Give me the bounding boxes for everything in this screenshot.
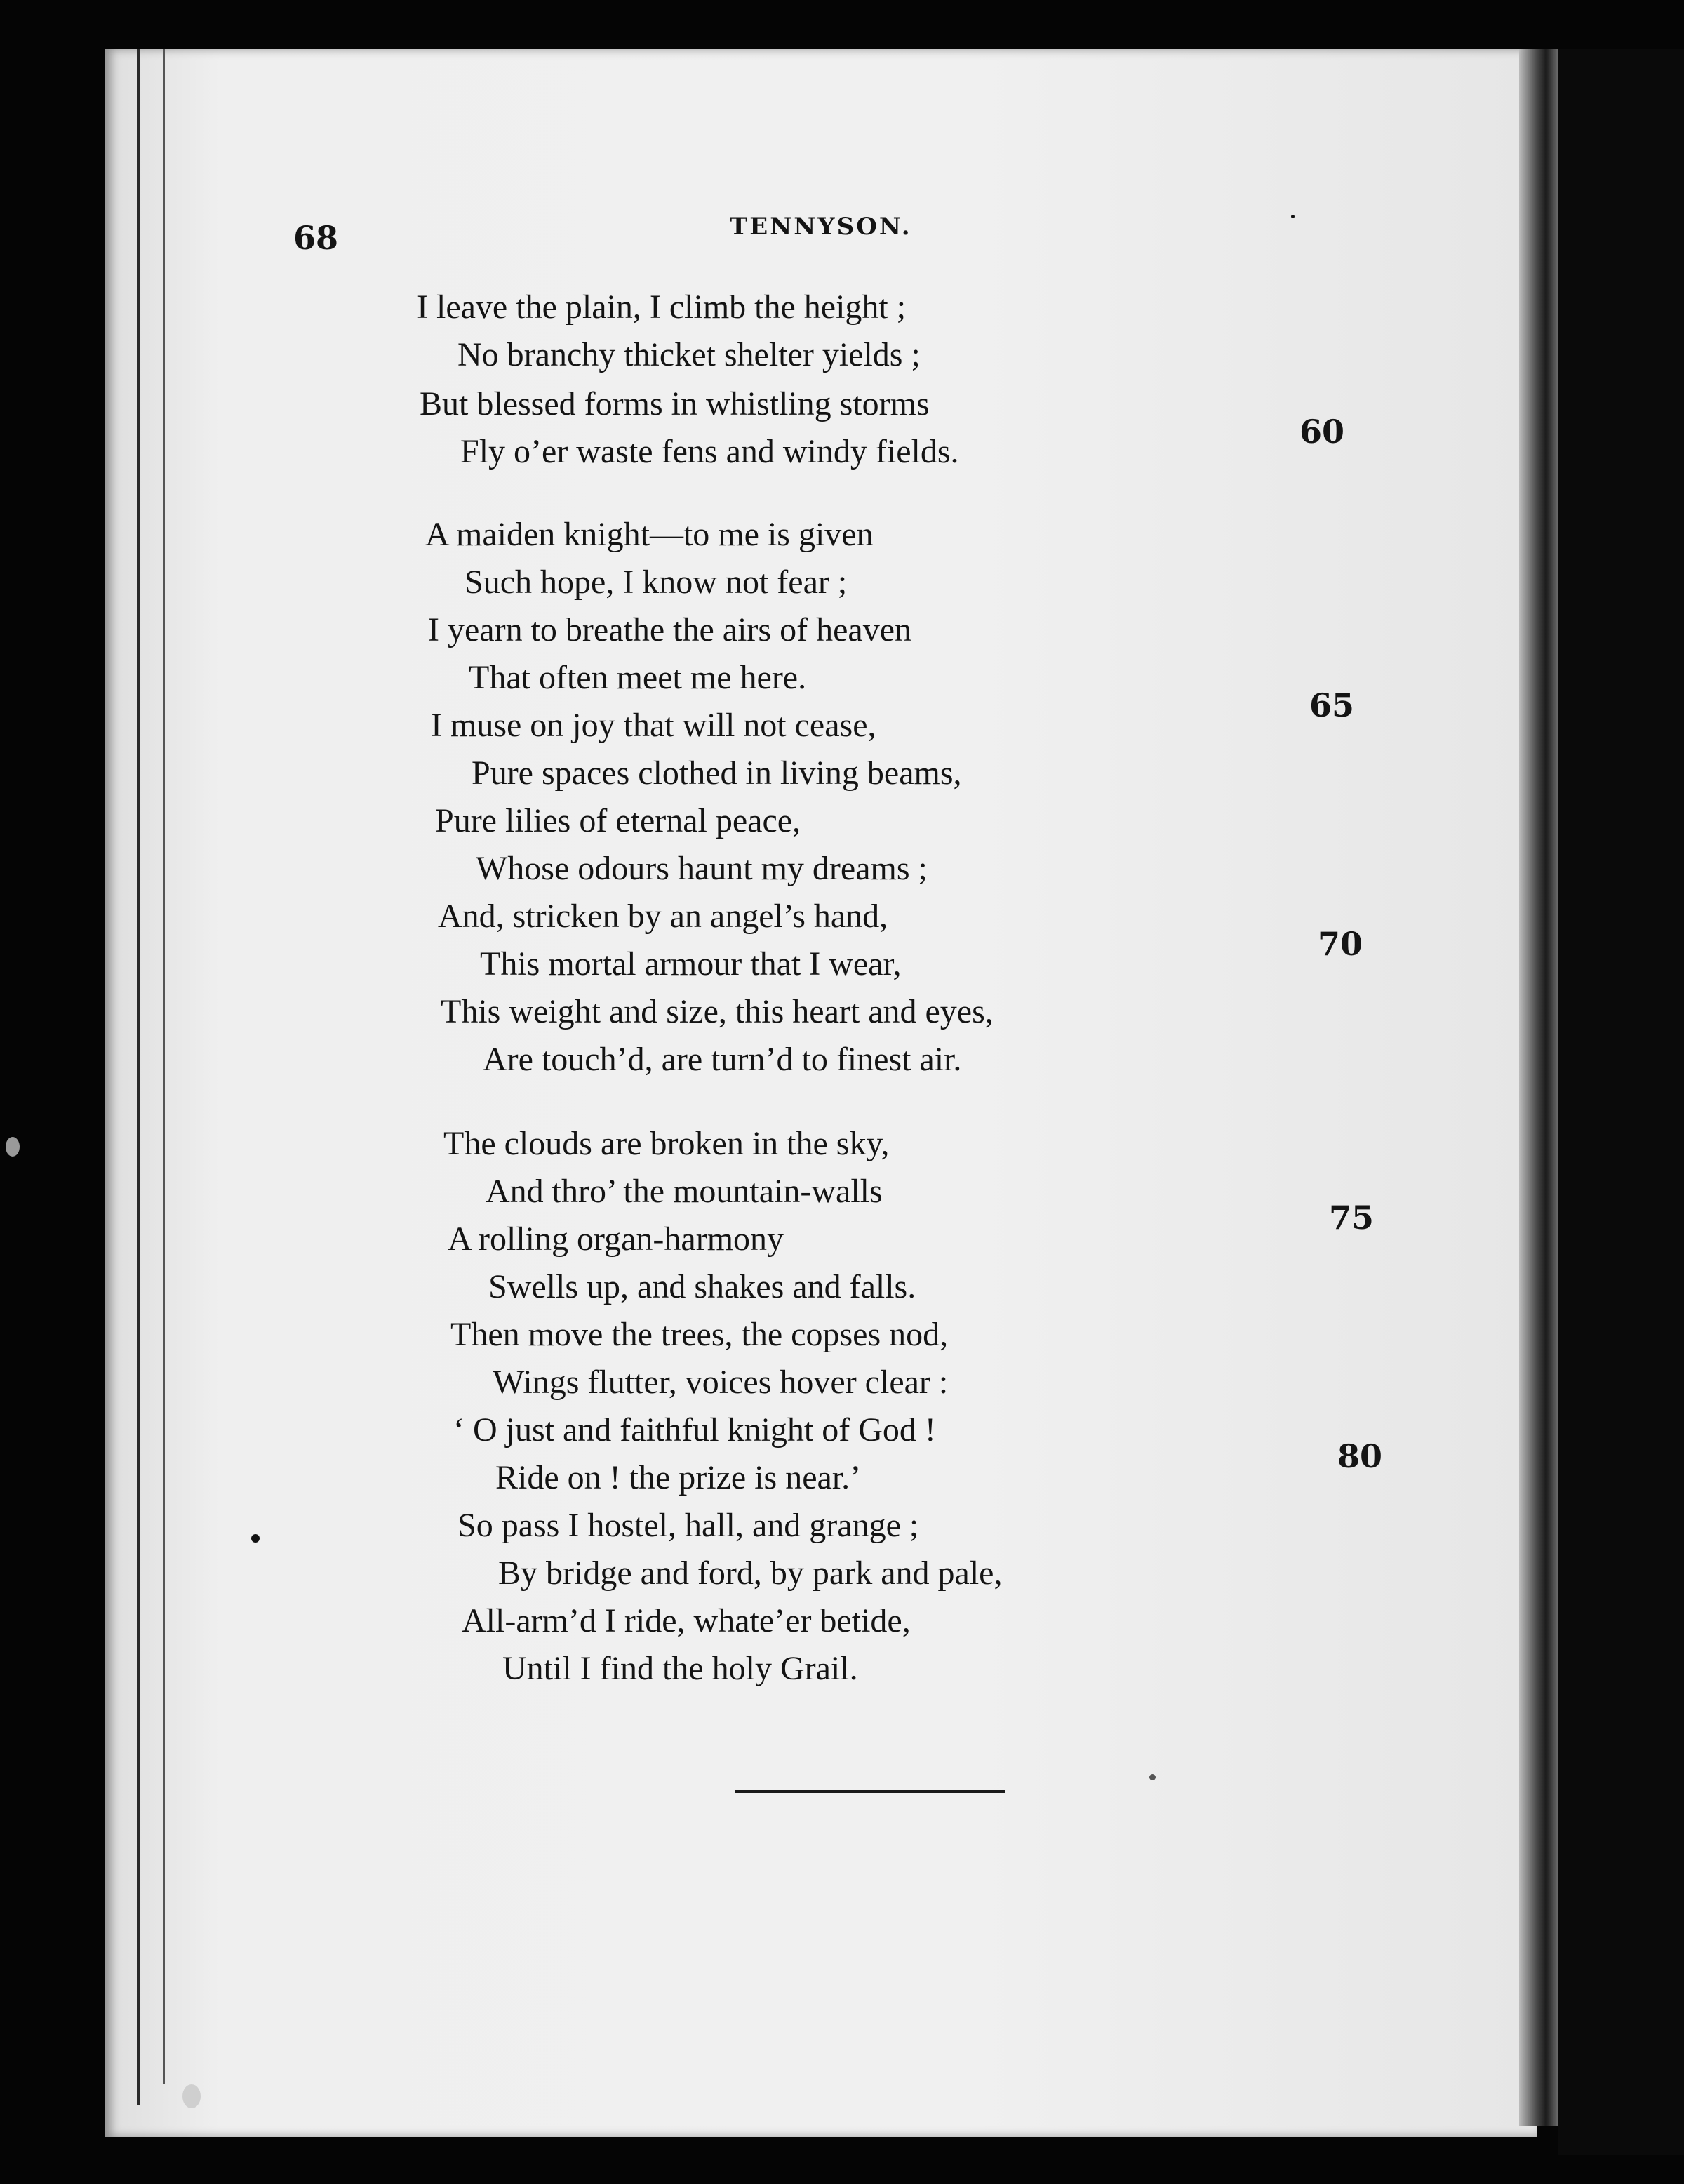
closing-rule <box>735 1790 1005 1793</box>
line-number: 65 <box>1309 686 1355 724</box>
verse-line: Fly o’er waste fens and windy fields. <box>460 433 959 470</box>
verse-line: But blessed forms in whistling storms <box>420 385 930 422</box>
verse-line: And, stricken by an angel’s hand, <box>438 898 888 935</box>
verse-line: Pure spaces clothed in living beams, <box>472 754 962 792</box>
verse-line: That often meet me here. <box>469 659 807 696</box>
verse-line: Pure lilies of eternal peace, <box>435 802 801 839</box>
scan-speck <box>251 1534 260 1543</box>
line-number: 80 <box>1337 1437 1383 1475</box>
verse-line: Whose odours haunt my dreams ; <box>476 850 928 887</box>
verse-line: And thro’ the mountain-walls <box>486 1173 883 1210</box>
scan-speck <box>1291 215 1295 218</box>
gutter-line <box>137 49 140 2105</box>
line-number: 75 <box>1329 1199 1375 1237</box>
verse-line: ‘ O just and faithful knight of God ! <box>453 1411 936 1449</box>
verse-line: All-arm’d I ride, whate’er betide, <box>462 1602 911 1639</box>
verse-line: I leave the plain, I climb the height ; <box>417 288 907 326</box>
verse-line: Ride on ! the prize is near.’ <box>495 1459 862 1496</box>
scan-speck <box>1149 1774 1156 1780</box>
facing-page-edge <box>1558 49 1684 2155</box>
verse-line: I muse on joy that will not cease, <box>431 707 876 744</box>
verse-line: By bridge and ford, by park and pale, <box>498 1554 1003 1592</box>
running-head: TENNYSON. <box>730 213 912 241</box>
verse-line: Wings flutter, voices hover clear : <box>493 1364 949 1401</box>
verse-line: No branchy thicket shelter yields ; <box>457 336 921 373</box>
page-fold <box>1519 49 1558 2126</box>
scan-speck <box>6 1137 20 1157</box>
verse-line: I yearn to breathe the airs of heaven <box>428 611 911 648</box>
verse-line: A maiden knight—to me is given <box>425 516 874 553</box>
line-number: 70 <box>1318 925 1363 963</box>
verse-line: Such hope, I know not fear ; <box>465 564 848 601</box>
verse-line: Then move the trees, the copses nod, <box>450 1316 949 1353</box>
verse-line: This weight and size, this heart and eyes, <box>441 993 994 1030</box>
verse-line: Swells up, and shakes and falls. <box>488 1268 916 1305</box>
gutter-line-inner <box>163 49 165 2084</box>
page-number: 68 <box>293 219 339 257</box>
verse-line: This mortal armour that I wear, <box>480 945 902 983</box>
line-number: 60 <box>1299 413 1345 451</box>
scan-speck <box>182 2084 201 2108</box>
verse-line: Until I find the holy Grail. <box>502 1650 858 1687</box>
verse-line: A rolling organ-harmony <box>448 1220 784 1258</box>
verse-line: The clouds are broken in the sky, <box>443 1125 890 1162</box>
verse-line: Are touch’d, are turn’d to finest air. <box>483 1041 962 1078</box>
verse-line: So pass I hostel, hall, and grange ; <box>457 1507 919 1544</box>
